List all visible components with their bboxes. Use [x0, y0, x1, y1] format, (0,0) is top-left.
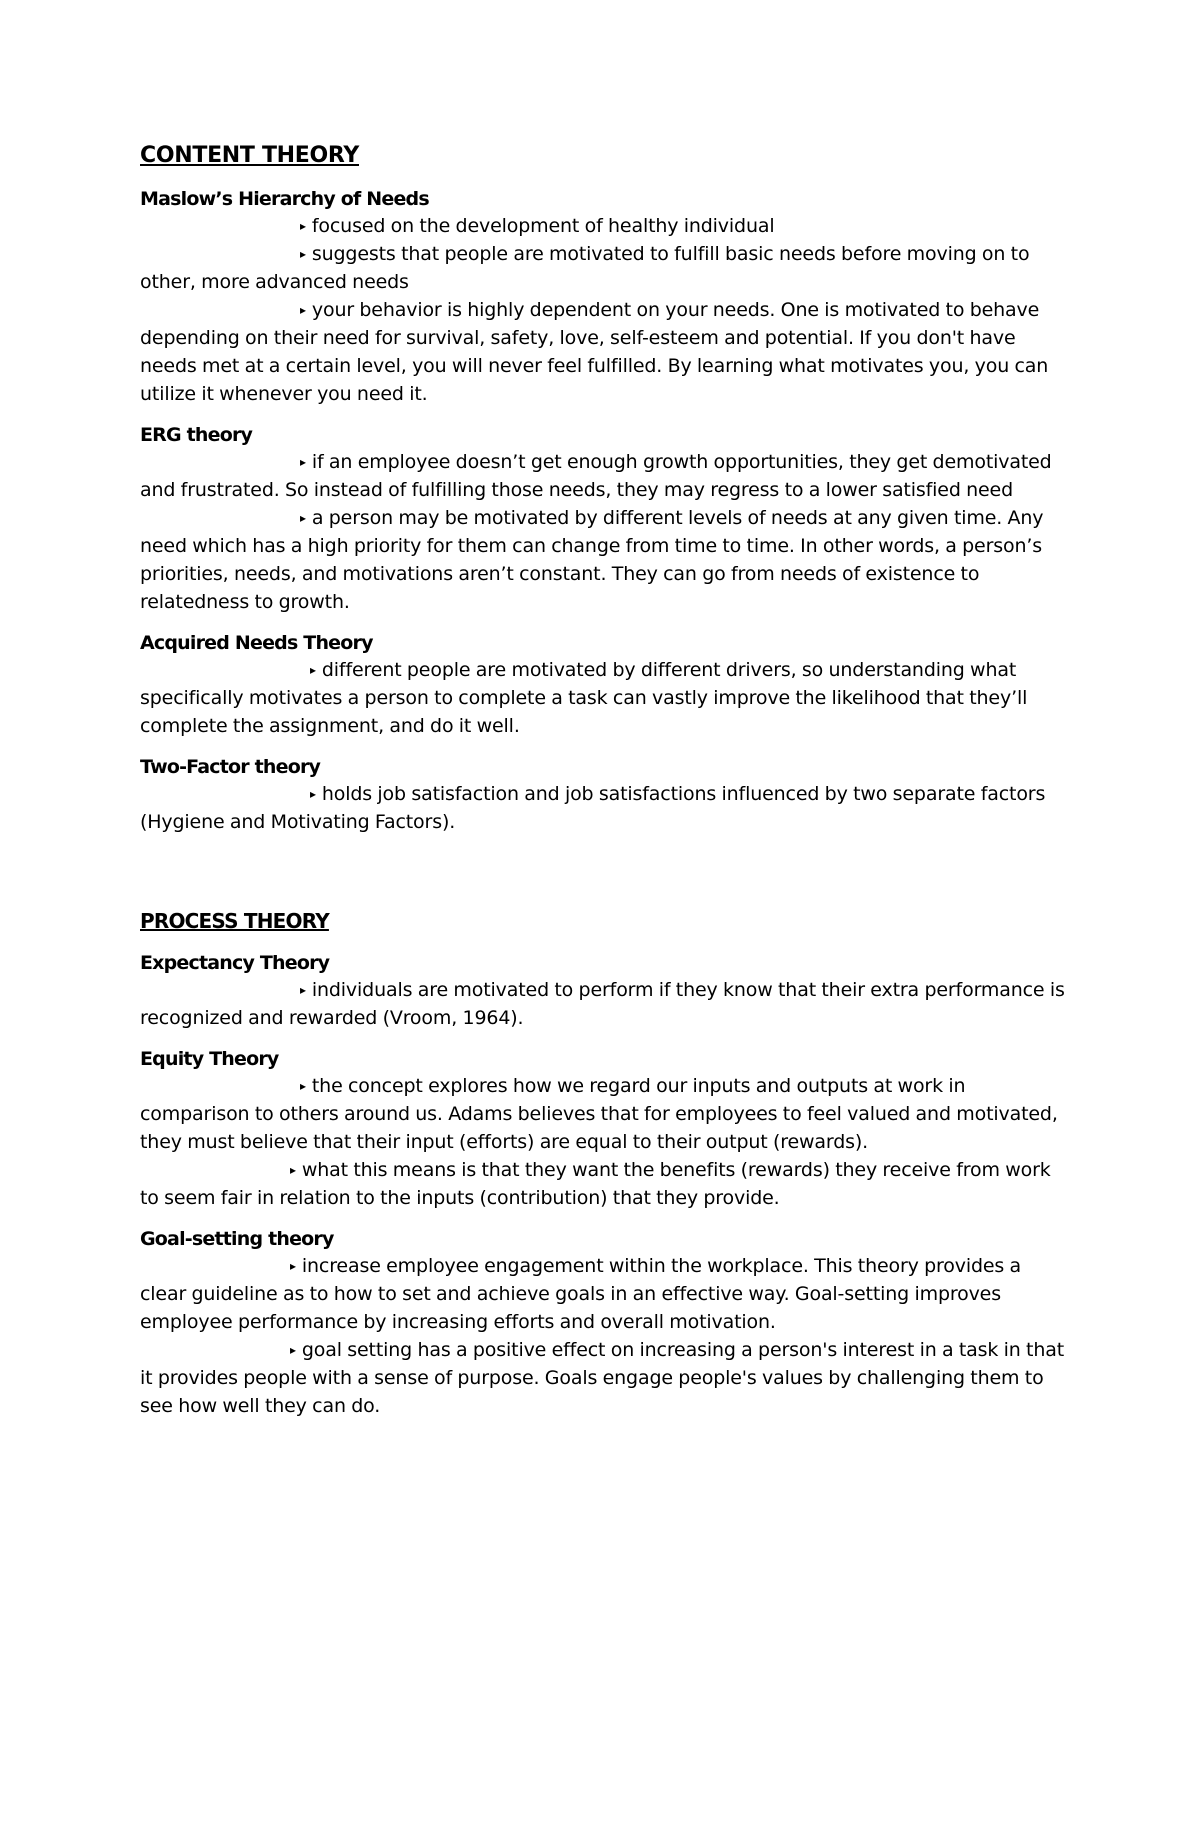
- bullet-text: individuals are motivated to perform if they know that their extra performance is recognized and rewarded (Vroom, 1964).: [140, 979, 1065, 1029]
- bullet-icon: ▸: [300, 247, 306, 261]
- bullet-icon: ▸: [290, 1343, 296, 1357]
- bullet-item: [140, 1156, 1070, 1212]
- section-title-process-theory: PROCESS THEORY: [140, 909, 329, 933]
- bullet-item: [140, 240, 1070, 296]
- bullet-item: [140, 976, 1070, 1032]
- bullet-item: [140, 296, 1070, 408]
- bullet-icon: ▸: [310, 663, 316, 677]
- theory-title: ERG theory: [140, 424, 253, 446]
- bullet-text: goal setting has a positive effect on increasing a person's interest in a task in that it provides people with a sense of purpose. Goals engage people's values by challenging them to see how well they can do.: [140, 1339, 1065, 1417]
- bullet-item: [140, 1252, 1070, 1336]
- theory-erg: [140, 422, 1070, 616]
- bullet-text: holds job satisfaction and job satisfactions influenced by two separate factors (Hygiene and Motivating Factors).: [140, 783, 1046, 833]
- section-title-content-theory: CONTENT THEORY: [140, 143, 359, 168]
- bullet-text: your behavior is highly dependent on your needs. One is motivated to behave depending on their need for survival, safety, love, self-esteem and potential. If you don't have needs met at a certain level, you will never feel fulfilled. By learning what motivates you, you can utilize it whenever you need it.: [140, 299, 1049, 405]
- bullet-icon: ▸: [300, 983, 306, 997]
- theory-title: Expectancy Theory: [140, 952, 330, 974]
- bullet-icon: ▸: [300, 455, 306, 469]
- theory-title: Acquired Needs Theory: [140, 632, 373, 654]
- bullet-icon: ▸: [300, 1079, 306, 1093]
- bullet-item: [140, 448, 1070, 504]
- bullet-item: [140, 504, 1070, 616]
- theory-acquired-needs: [140, 630, 1070, 740]
- bullet-text: focused on the development of healthy individual: [311, 215, 775, 237]
- theory-title: Maslow’s Hierarchy of Needs: [140, 188, 429, 210]
- theory-maslow: [140, 186, 1070, 408]
- theory-equity: [140, 1046, 1070, 1212]
- bullet-text: if an employee doesn’t get enough growth opportunities, they get demotivated and frustrated. So instead of fulfilling those needs, they may regress to a lower satisfied need: [140, 451, 1052, 501]
- bullet-icon: ▸: [300, 303, 306, 317]
- bullet-item: [140, 1336, 1070, 1420]
- theory-two-factor: [140, 754, 1070, 836]
- theory-goal-setting: [140, 1226, 1070, 1420]
- bullet-text: suggests that people are motivated to fulfill basic needs before moving on to other, more advanced needs: [140, 243, 1030, 293]
- bullet-text: a person may be motivated by different levels of needs at any given time. Any need which has a high priority for them can change from time to time. In other words, a person’s priorities, needs, and motivations aren’t constant. They can go from needs of existence to relatedness to growth.: [140, 507, 1044, 613]
- bullet-item: [140, 656, 1070, 740]
- bullet-text: what this means is that they want the benefits (rewards) they receive from work to seem fair in relation to the inputs (contribution) that they provide.: [140, 1159, 1051, 1209]
- theory-title: Equity Theory: [140, 1048, 279, 1070]
- bullet-text: the concept explores how we regard our inputs and outputs at work in comparison to others around us. Adams believes that for employees to feel valued and motivated, they must believe that their input (efforts) are equal to their output (rewards).: [140, 1075, 1058, 1153]
- bullet-icon: ▸: [300, 511, 306, 525]
- bullet-icon: ▸: [310, 787, 316, 801]
- bullet-item: [140, 1072, 1070, 1156]
- bullet-icon: ▸: [300, 219, 306, 233]
- theory-expectancy: [140, 950, 1070, 1032]
- theory-title: Two-Factor theory: [140, 756, 321, 778]
- bullet-icon: ▸: [290, 1163, 296, 1177]
- document-page: [140, 142, 1070, 1434]
- bullet-text: different people are motivated by different drivers, so understanding what specifically motivates a person to complete a task can vastly improve the likelihood that they’ll complete the assignment, and do it well.: [140, 659, 1028, 737]
- section-spacer: [140, 850, 1070, 908]
- bullet-item: [140, 212, 1070, 240]
- theory-title: Goal-setting theory: [140, 1228, 334, 1250]
- bullet-icon: ▸: [290, 1259, 296, 1273]
- bullet-text: increase employee engagement within the workplace. This theory provides a clear guideline as to how to set and achieve goals in an effective way. Goal-setting improves employee performance by increasing efforts and overall motivation.: [140, 1255, 1022, 1333]
- bullet-item: [140, 780, 1070, 836]
